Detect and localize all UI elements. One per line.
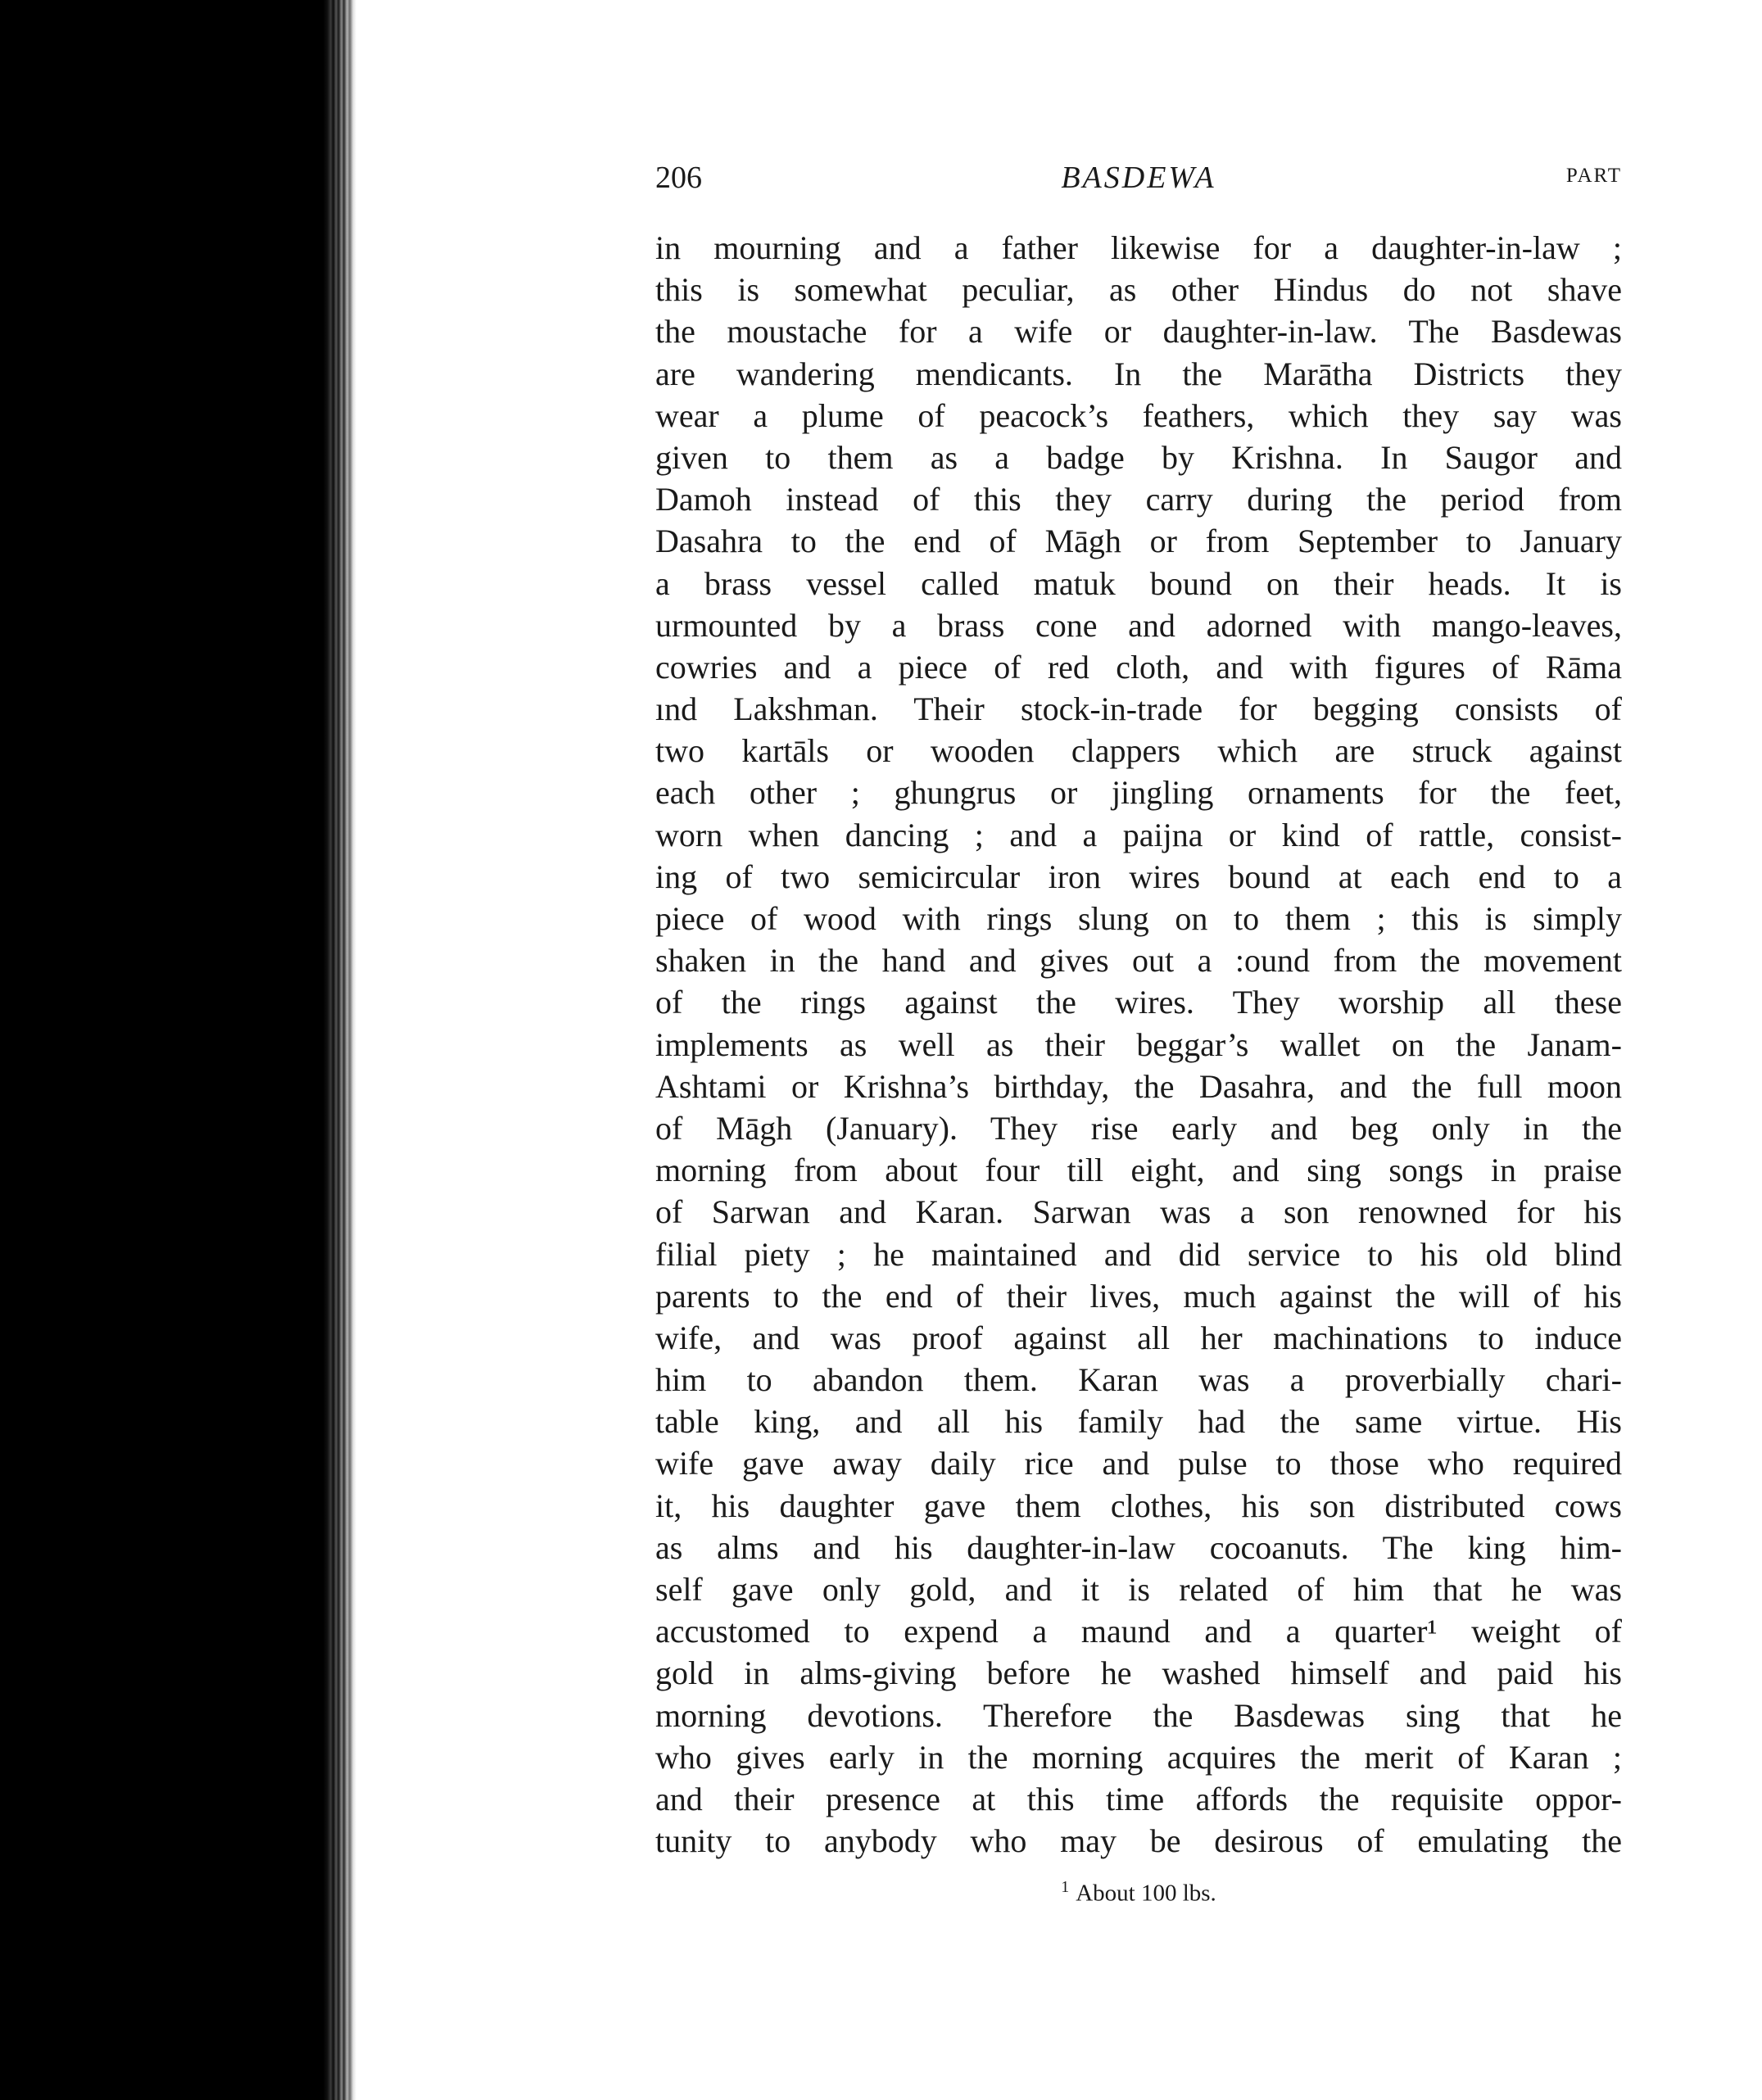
text-line: self gave only gold, and it is related of him that he was bbox=[655, 1571, 1622, 1608]
text-line: a brass vessel called matuk bound on their heads. It is bbox=[655, 564, 1622, 602]
text-line: accustomed to expend a maund and a quarter¹ weight of bbox=[655, 1613, 1622, 1650]
text-line: shaken in the hand and gives out a :ound from the movement bbox=[655, 942, 1622, 980]
footnote-text: About 100 lbs. bbox=[1076, 1880, 1216, 1907]
text-line: of Māgh (January). They rise early and beg only in the bbox=[655, 1109, 1622, 1147]
text-line: wife gave away daily rice and pulse to those who required bbox=[655, 1445, 1622, 1482]
text-line: him to abandon them. Karan was a proverbially chari- bbox=[655, 1361, 1622, 1399]
scan-gutter-edge bbox=[324, 0, 356, 2100]
text-line: parents to the end of their lives, much against the will of his bbox=[655, 1277, 1622, 1315]
text-line: each other ; ghungrus or jingling ornaments for the feet, bbox=[655, 774, 1622, 812]
text-line: table king, and all his family had the same virtue. His bbox=[655, 1403, 1622, 1441]
text-line: filial piety ; he maintained and did service to his old blind bbox=[655, 1235, 1622, 1273]
text-line: wear a plume of peacock’s feathers, which they say was bbox=[655, 396, 1622, 434]
text-line: in mourning and a father likewise for a daughter-in-law ; bbox=[655, 229, 1622, 266]
footnote bbox=[655, 1878, 1622, 1908]
text-line: urmounted by a brass cone and adorned with mango-leaves, bbox=[655, 606, 1622, 644]
text-line: Damoh instead of this they carry during the period from bbox=[655, 481, 1622, 518]
text-line: wife, and was proof against all her machinations to induce bbox=[655, 1319, 1622, 1356]
running-head bbox=[655, 160, 1622, 209]
footnote-marker: 1 bbox=[1061, 1878, 1070, 1897]
scan-gutter bbox=[0, 0, 324, 2100]
text-line: implements as well as their beggar’s wallet on the Janam- bbox=[655, 1025, 1622, 1063]
text-line: of Sarwan and Karan. Sarwan was a son renowned for his bbox=[655, 1193, 1622, 1231]
running-title: BASDEWA bbox=[1061, 161, 1216, 195]
text-line: morning from about four till eight, and sing songs in praise bbox=[655, 1152, 1622, 1189]
text-line: two kartāls or wooden clappers which are struck against bbox=[655, 732, 1622, 770]
page-number: 206 bbox=[655, 161, 702, 195]
body-text bbox=[655, 227, 1622, 1862]
text-line: Ashtami or Krishna’s birthday, the Dasahra, and the full moon bbox=[655, 1067, 1622, 1105]
text-line: piece of wood with rings slung on to them ; this is simply bbox=[655, 900, 1622, 937]
text-line: ınd Lakshman. Their stock-in-trade for begging consists of bbox=[655, 690, 1622, 728]
text-line: of the rings against the wires. They worship all these bbox=[655, 984, 1622, 1021]
text-line: worn when dancing ; and a paijna or kind of rattle, consist- bbox=[655, 816, 1622, 853]
text-line: and their presence at this time affords the requisite oppor- bbox=[655, 1780, 1622, 1817]
text-line: the moustache for a wife or daughter-in-law. The Basdewas bbox=[655, 313, 1622, 351]
text-line: tunity to anybody who may be desirous of emulating the bbox=[655, 1822, 1622, 1860]
text-line: given to them as a badge by Krishna. In Saugor and bbox=[655, 438, 1622, 476]
text-line: as alms and his daughter-in-law cocoanuts. The king him- bbox=[655, 1528, 1622, 1566]
text-line: who gives early in the morning acquires the merit of Karan ; bbox=[655, 1738, 1622, 1776]
book-page bbox=[655, 160, 1622, 1908]
text-line: morning devotions. Therefore the Basdewas sing that he bbox=[655, 1696, 1622, 1734]
text-line: are wandering mendicants. In the Marātha Districts they bbox=[655, 355, 1622, 392]
text-line: Dasahra to the end of Māgh or from September to January bbox=[655, 523, 1622, 560]
section-label: PART bbox=[1565, 165, 1622, 187]
text-line: this is somewhat peculiar, as other Hindus do not shave bbox=[655, 271, 1622, 309]
text-line: cowries and a piece of red cloth, and with figures of Rāma bbox=[655, 648, 1622, 686]
text-line: ing of two semicircular iron wires bound at each end to a bbox=[655, 858, 1622, 895]
text-line: gold in alms-giving before he washed himself and paid his bbox=[655, 1654, 1622, 1692]
text-line: it, his daughter gave them clothes, his son distributed cows bbox=[655, 1487, 1622, 1524]
